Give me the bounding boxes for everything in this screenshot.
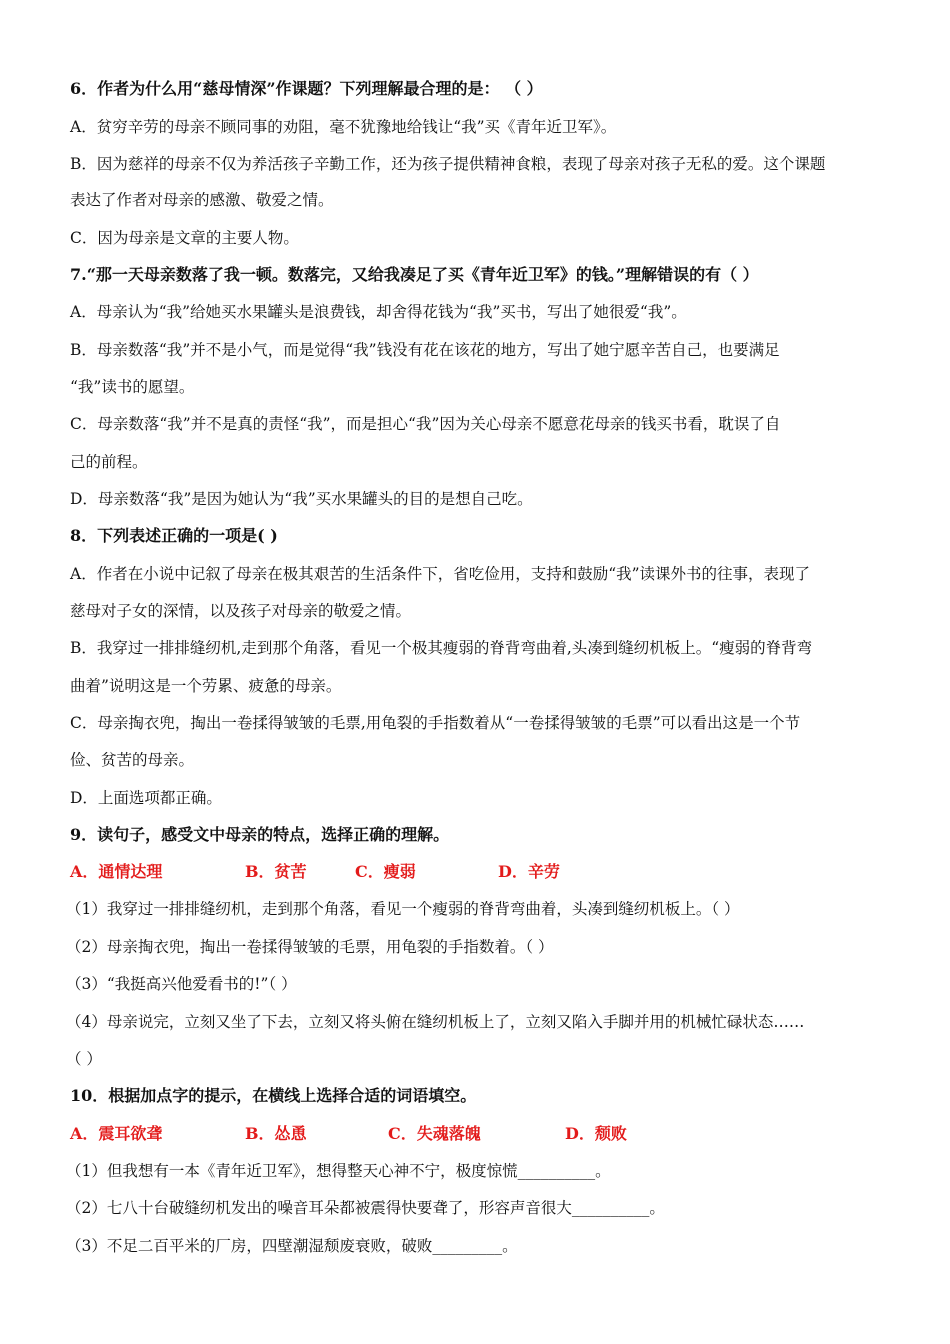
question-8-option-a-cont: 慈母对子女的深情，以及孩子对母亲的敬爱之情。	[70, 602, 412, 620]
question-9-item-3: （3）“我挺高兴他爱看书的!”（ ）	[66, 975, 297, 993]
question-7-option-a: A．母亲认为“我”给她买水果罐头是浪费钱，却舍得花钱为“我”买书，写出了她很爱“我”。	[70, 303, 687, 321]
question-10-choice-d: D．颓败	[565, 1124, 627, 1143]
question-7-option-b-cont: “我”读书的愿望。	[70, 378, 195, 396]
question-10-choice-b: B．怂恿	[245, 1124, 307, 1143]
question-8-option-a: A．作者在小说中记叙了母亲在极其艰苦的生活条件下，省吃俭用，支持和鼓励“我”读课外书的往事，表现了	[70, 565, 811, 583]
question-9-choice-a: A．通情达理	[70, 862, 163, 881]
question-10-stem: 10．根据加点字的提示，在横线上选择合适的词语填空。	[70, 1086, 477, 1105]
question-6-option-c: C．因为母亲是文章的主要人物。	[70, 229, 299, 247]
question-6-option-b: B．因为慈祥的母亲不仅为养活孩子辛勤工作，还为孩子提供精神食粮，表现了母亲对孩子无私的爱。这个课题	[70, 155, 826, 173]
question-8-stem: 8．下列表述正确的一项是( )	[70, 526, 278, 545]
question-8-option-c-cont: 俭、贫苦的母亲。	[70, 751, 195, 769]
question-6-option-b-cont: 表达了作者对母亲的感激、敬爱之情。	[70, 191, 334, 209]
question-6-option-a: A．贫穷辛劳的母亲不顾同事的劝阻，毫不犹豫地给钱让“我”买《青年近卫军》。	[70, 118, 617, 136]
question-10-item-1: （1）但我想有一本《青年近卫军》，想得整天心神不宁，极度惊慌__________。	[66, 1162, 611, 1180]
question-10-item-3: （3）不足二百平米的厂房，四壁潮湿颓废衰败，破败_________。	[66, 1237, 518, 1255]
question-6-stem: 6．作者为什么用“慈母情深”作课题？下列理解最合理的是： （ ）	[70, 79, 543, 98]
question-10-item-2: （2）七八十台破缝纫机发出的噪音耳朵都被震得快要聋了，形容声音很大__________。	[66, 1199, 665, 1217]
question-9-choices	[0, 862, 950, 884]
question-8-option-b: B．我穿过一排排缝纫机,走到那个角落，看见一个极其瘦弱的脊背弯曲着,头凑到缝纫机板上。“瘦弱的脊背弯	[70, 639, 813, 657]
question-7-option-c-cont: 己的前程。	[70, 453, 148, 471]
question-8-option-c: C．母亲掏衣兜，掏出一卷揉得皱皱的毛票,用龟裂的手指数着从“一卷揉得皱皱的毛票”可以看出这是一个节	[70, 714, 801, 732]
question-9-choice-c: C．瘦弱	[355, 862, 416, 881]
question-7-option-c: C．母亲数落“我”并不是真的责怪“我”，而是担心“我”因为关心母亲不愿意花母亲的钱买书看，耽误了自	[70, 415, 781, 433]
question-9-choice-b: B．贫苦	[245, 862, 307, 881]
question-9-item-2: （2）母亲掏衣兜，掏出一卷揉得皱皱的毛票，用龟裂的手指数着。（ ）	[66, 938, 554, 956]
question-8-option-b-cont: 曲着”说明这是一个劳累、疲惫的母亲。	[70, 677, 342, 695]
question-7-stem: 7.“那一天母亲数落了我一顿。数落完，又给我凑足了买《青年近卫军》的钱。”理解错误的有（ ）	[70, 265, 759, 284]
question-10-choices	[0, 1124, 950, 1146]
question-9-item-4-answer: （ ）	[66, 1050, 102, 1068]
question-9-item-4: （4）母亲说完，立刻又坐了下去，立刻又将头俯在缝纫机板上了，立刻又陷入手脚并用的机械忙碌状态……	[66, 1013, 805, 1031]
question-10-choice-c: C．失魂落魄	[388, 1124, 481, 1143]
question-9-item-1: （1）我穿过一排排缝纫机，走到那个角落，看见一个瘦弱的脊背弯曲着，头凑到缝纫机板上。（ ）	[66, 900, 740, 918]
question-7-option-d: D．母亲数落“我”是因为她认为“我”买水果罐头的目的是想自己吃。	[70, 490, 533, 508]
question-9-choice-d: D．辛劳	[498, 862, 560, 881]
question-10-choice-a: A．震耳欲聋	[70, 1124, 163, 1143]
question-8-option-d: D．上面选项都正确。	[70, 789, 222, 807]
question-9-stem: 9．读句子，感受文中母亲的特点，选择正确的理解。	[70, 825, 450, 844]
question-7-option-b: B．母亲数落“我”并不是小气，而是觉得“我”钱没有花在该花的地方，写出了她宁愿辛苦自己，也要满足	[70, 341, 780, 359]
